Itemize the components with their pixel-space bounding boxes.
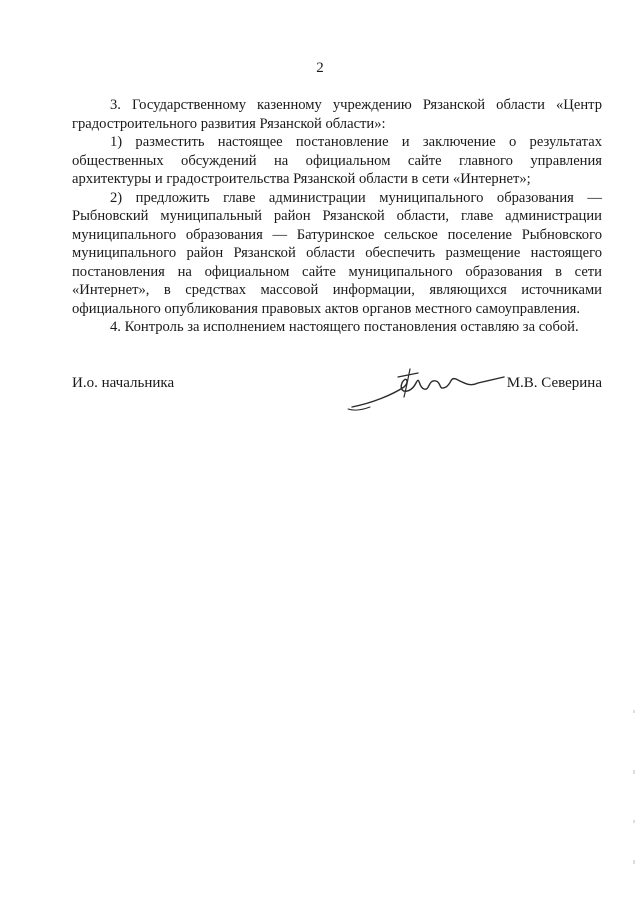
paragraph-subitem-1: 1) разместить настоящее постановление и заключение о результатах общественных обсуждений на официальном сайте главного управления архитектуры и градостроительства Рязанской области в сети «Интернет»; (72, 134, 602, 187)
paragraph-item-4: 4. Контроль за исполнением настоящего постановления оставляю за собой. (110, 319, 579, 335)
signer-name: М.В. Северина (506, 375, 602, 391)
scan-edge-marks (632, 700, 636, 880)
signature-block (72, 373, 602, 433)
page-number: 2 (316, 60, 324, 76)
document-body (72, 96, 602, 337)
signer-position: И.о. начальника (72, 375, 175, 391)
paragraph-subitem-2: 2) предложить главе администрации муниципального образования — Рыбновский муниципальный район Рязанской области, главе администрации муниципального образования — Батуринское сельское поселение Рыбновского муниципального район Рязанской области обеспечить размещение настоящего постановления на официальном сайте муниципального образования в сети «Интернет», в средствах массовой информации, являющихся источниками официального опубликования правовых актов органов местного самоуправления. (72, 189, 602, 317)
paragraph-item-3: 3. Государственному казенному учреждению Рязанской области «Центр градостроительного развития Рязанской области»: (72, 97, 602, 132)
handwritten-signature (344, 353, 514, 415)
